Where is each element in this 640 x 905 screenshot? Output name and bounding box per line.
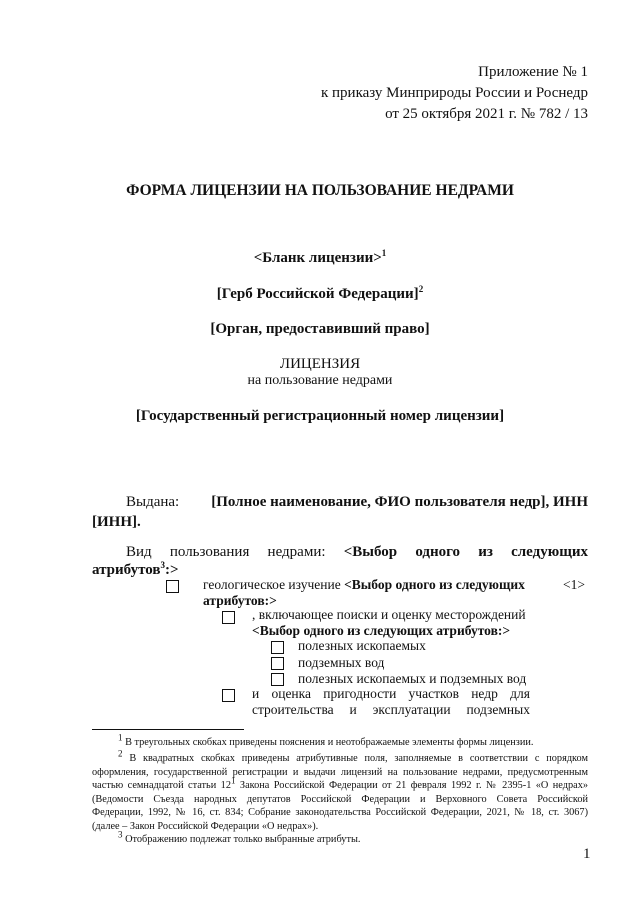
option-geo-marker: <1> [563,577,585,592]
assess2-word-1: строительства [252,702,334,717]
footnote-2-line4: (Ведомости Съезда народных депутатов Российской Федерации и Верховного Совета Российской [92,793,588,805]
option-assess-line2 [252,702,530,718]
use-word-7: следующих [511,544,588,560]
assess-word-2: оценка [271,686,312,701]
issued-label: Выдана: [126,494,180,510]
footnote-2-sup: 1 [230,775,236,786]
footnote-2-line2: оформления, государственной регистрации и выдачи лицензий на пользование недрами, предусмотренным [92,766,588,778]
blank-line [0,250,640,267]
appendix-header [321,62,588,125]
page-number: 1 [583,846,591,862]
option-minerals: полезных ископаемых [298,638,426,653]
footnote-2-number: 2 [118,748,123,759]
option-geo-text: геологическое изучение [203,577,341,592]
footnote-2 [92,748,589,833]
document-title: ФОРМА ЛИЦЕНЗИИ НА ПОЛЬЗОВАНИЕ НЕДРАМИ [126,182,514,199]
use-type-line2 [92,562,179,579]
checkbox-minerals[interactable] [271,641,284,654]
option-groundwater: подземных вод [298,655,385,670]
assess2-word-2: и [349,702,357,717]
appendix-date: от 25 октября 2021 г. № 782 / 13 [385,106,588,122]
use-word-6: из [478,544,493,560]
option-geo [203,577,525,593]
registration-number: [Государственный регистрационный номер лицензии] [135,408,505,424]
appendix-number: Приложение № 1 [478,64,588,80]
footnote-ref-2: 2 [418,284,424,294]
use-word-1: Вид [126,544,152,560]
use-line2-tail: :> [164,562,179,578]
use-word-2: пользования [169,544,250,560]
option-search-choice: <Выбор одного из следующих атрибутов:> [252,623,511,638]
use-word-4: <Выбор [343,544,398,560]
use-word-3: недрами: [267,544,326,560]
use-type-line [126,544,588,561]
assess-word-1: и [252,686,260,701]
option-assess-line1 [252,686,530,702]
blank-text: <Бланк лицензии> [253,250,382,266]
footnote-ref-1: 1 [381,248,387,258]
use-word-5: одного [415,544,461,560]
option-geo-choice: <Выбор одного из следующих [344,577,525,592]
license-heading: ЛИЦЕНЗИЯ [279,356,361,372]
option-minerals-and-groundwater: полезных ископаемых и подземных вод [298,671,527,686]
checkbox-minerals-and-groundwater[interactable] [271,673,284,686]
footnote-3 [118,829,588,847]
footnote-2-line1 [92,748,589,766]
footnote-1 [118,732,588,750]
use-line2-text: атрибутов [92,562,161,578]
license-subheading: на пользование недрами [247,373,393,388]
assess-word-5: недр [471,686,498,701]
assess-word-4: участков [408,686,459,701]
assess2-word-4: подземных [466,702,530,717]
checkbox-geological-study[interactable] [166,580,179,593]
footnote-2-text-3a: частью семнадцатой статьи 12 [92,780,231,791]
footnote-2-line5: Федерации, 1992, № 16, ст. 834; Собрание законодательства Российской Федерации, 2021, № 18, ст. 3067) [92,807,588,818]
footnote-separator [92,729,244,730]
issuing-organ: [Орган, предоставивший право] [210,321,430,337]
checkbox-groundwater[interactable] [271,657,284,670]
issued-inn: [ИНН]. [92,514,141,530]
issued-value: [Полное наименование, ФИО пользователя недр], ИНН [211,494,588,510]
coat-text: [Герб Российской Федерации] [216,286,419,302]
footnote-3-text: Отображению подлежат только выбранные атрибуты. [125,834,361,845]
footnote-1-text: В треугольных скобках приведены пояснения и неотображаемые элементы формы лицензии. [125,737,534,748]
checkbox-site-assessment[interactable] [222,689,235,702]
checkbox-search-assessment[interactable] [222,611,235,624]
footnote-ref-3: 3 [160,560,165,570]
footnote-3-number: 3 [118,829,123,840]
footnote-2-text-3b: Закона Российской Федерации от 21 февраля 1992 г. № 2395-1 «О недрах» [239,780,588,791]
issued-line [126,494,588,511]
footnote-2-text-1: В квадратных скобках приведены атрибутивные поля, заполняемые в соответствии с порядком [129,753,589,764]
footnote-1-number: 1 [118,732,123,743]
option-geo-choice-line2: атрибутов:> [203,593,277,608]
assess-word-6: для [510,686,530,701]
coat-of-arms-line [0,286,640,303]
option-search: , включающее поиски и оценку месторождений [252,607,526,622]
footnote-2-line6: (далее – Закон Российской Федерации «О недрах»). [92,820,319,832]
appendix-order: к приказу Минприроды России и Роснедр [320,85,588,101]
footnote-2-line3 [92,775,588,793]
assess-word-3: пригодности [323,686,397,701]
assess2-word-3: эксплуатации [372,702,451,717]
